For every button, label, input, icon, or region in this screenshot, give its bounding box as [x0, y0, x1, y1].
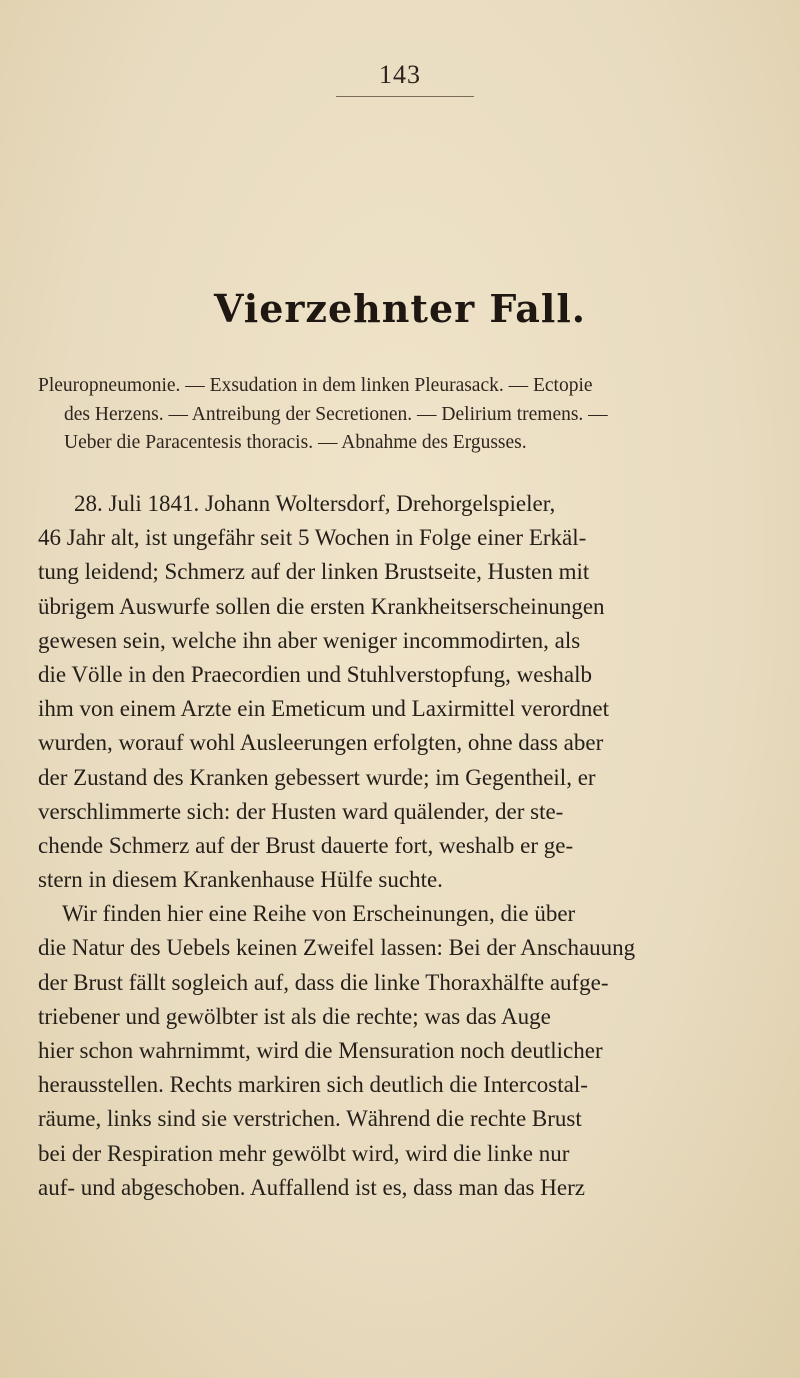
page-number-rule	[336, 96, 474, 97]
text-line: ihm von einem Arzte ein Emeticum und Laxirmittel verordnet	[38, 696, 610, 722]
body-text	[38, 487, 758, 1205]
text-line: wurden, worauf wohl Ausleerungen erfolgten, ohne dass aber	[38, 730, 604, 756]
text-line: übrigem Auswurfe sollen die ersten Krankheitserscheinungen	[38, 593, 605, 619]
text-line: 46 Jahr alt, ist ungefähr seit 5 Wochen in Folge einer Erkäl-	[38, 525, 587, 551]
text-line: auf- und abgeschoben. Auffallend ist es, dass man das Herz	[38, 1174, 585, 1200]
text-line: gewesen sein, welche ihn aber weniger incommodirten, als	[38, 627, 581, 653]
summary-line: Pleuropneumonie. — Exsudation in dem linken Pleurasack. — Ectopie	[38, 375, 593, 396]
text-line: chende Schmerz auf der Brust dauerte fort, weshalb er ge-	[38, 832, 574, 858]
text-line: 28. Juli 1841. Johann Woltersdorf, Drehorgelspieler,	[74, 491, 556, 516]
text-line: verschlimmerte sich: der Husten ward quälender, der ste-	[38, 798, 564, 824]
text-line: triebener und gewölbter ist als die rechte; was das Auge	[38, 1003, 551, 1029]
text-line: Wir finden hier eine Reihe von Erscheinungen, die über	[62, 901, 576, 927]
chapter-title: Vierzehnter Fall.	[213, 286, 587, 331]
summary-line: des Herzens. — Antreibung der Secretionen. — Delirium tremens. —	[64, 403, 608, 425]
text-line: hier schon wahrnimmt, wird die Mensuration noch deutlicher	[38, 1038, 603, 1063]
summary-line: Ueber die Paracentesis thoracis. — Abnahme des Ergusses.	[64, 432, 527, 453]
text-line: der Zustand des Kranken gebessert wurde; im Gegentheil, er	[38, 764, 596, 790]
text-line: stern in diesem Krankenhause Hülfe suchte.	[38, 867, 443, 893]
text-line: die Natur des Uebels keinen Zweifel lassen: Bei der Anschauung	[38, 935, 636, 961]
page-number: 143	[379, 60, 421, 89]
text-line: räume, links sind sie verstrichen. Während die rechte Brust	[38, 1106, 582, 1132]
text-line: herausstellen. Rechts markiren sich deutlich die Intercostal-	[38, 1072, 588, 1098]
text-line: tung leidend; Schmerz auf der linken Brustseite, Husten mit	[38, 559, 590, 585]
text-line: der Brust fällt sogleich auf, dass die linke Thoraxhälfte aufge-	[38, 969, 609, 995]
text-line: die Völle in den Praecordien und Stuhlverstopfung, weshalb	[38, 661, 593, 687]
chapter-summary	[38, 372, 748, 458]
text-line: bei der Respiration mehr gewölbt wird, wird die linke nur	[38, 1140, 570, 1166]
